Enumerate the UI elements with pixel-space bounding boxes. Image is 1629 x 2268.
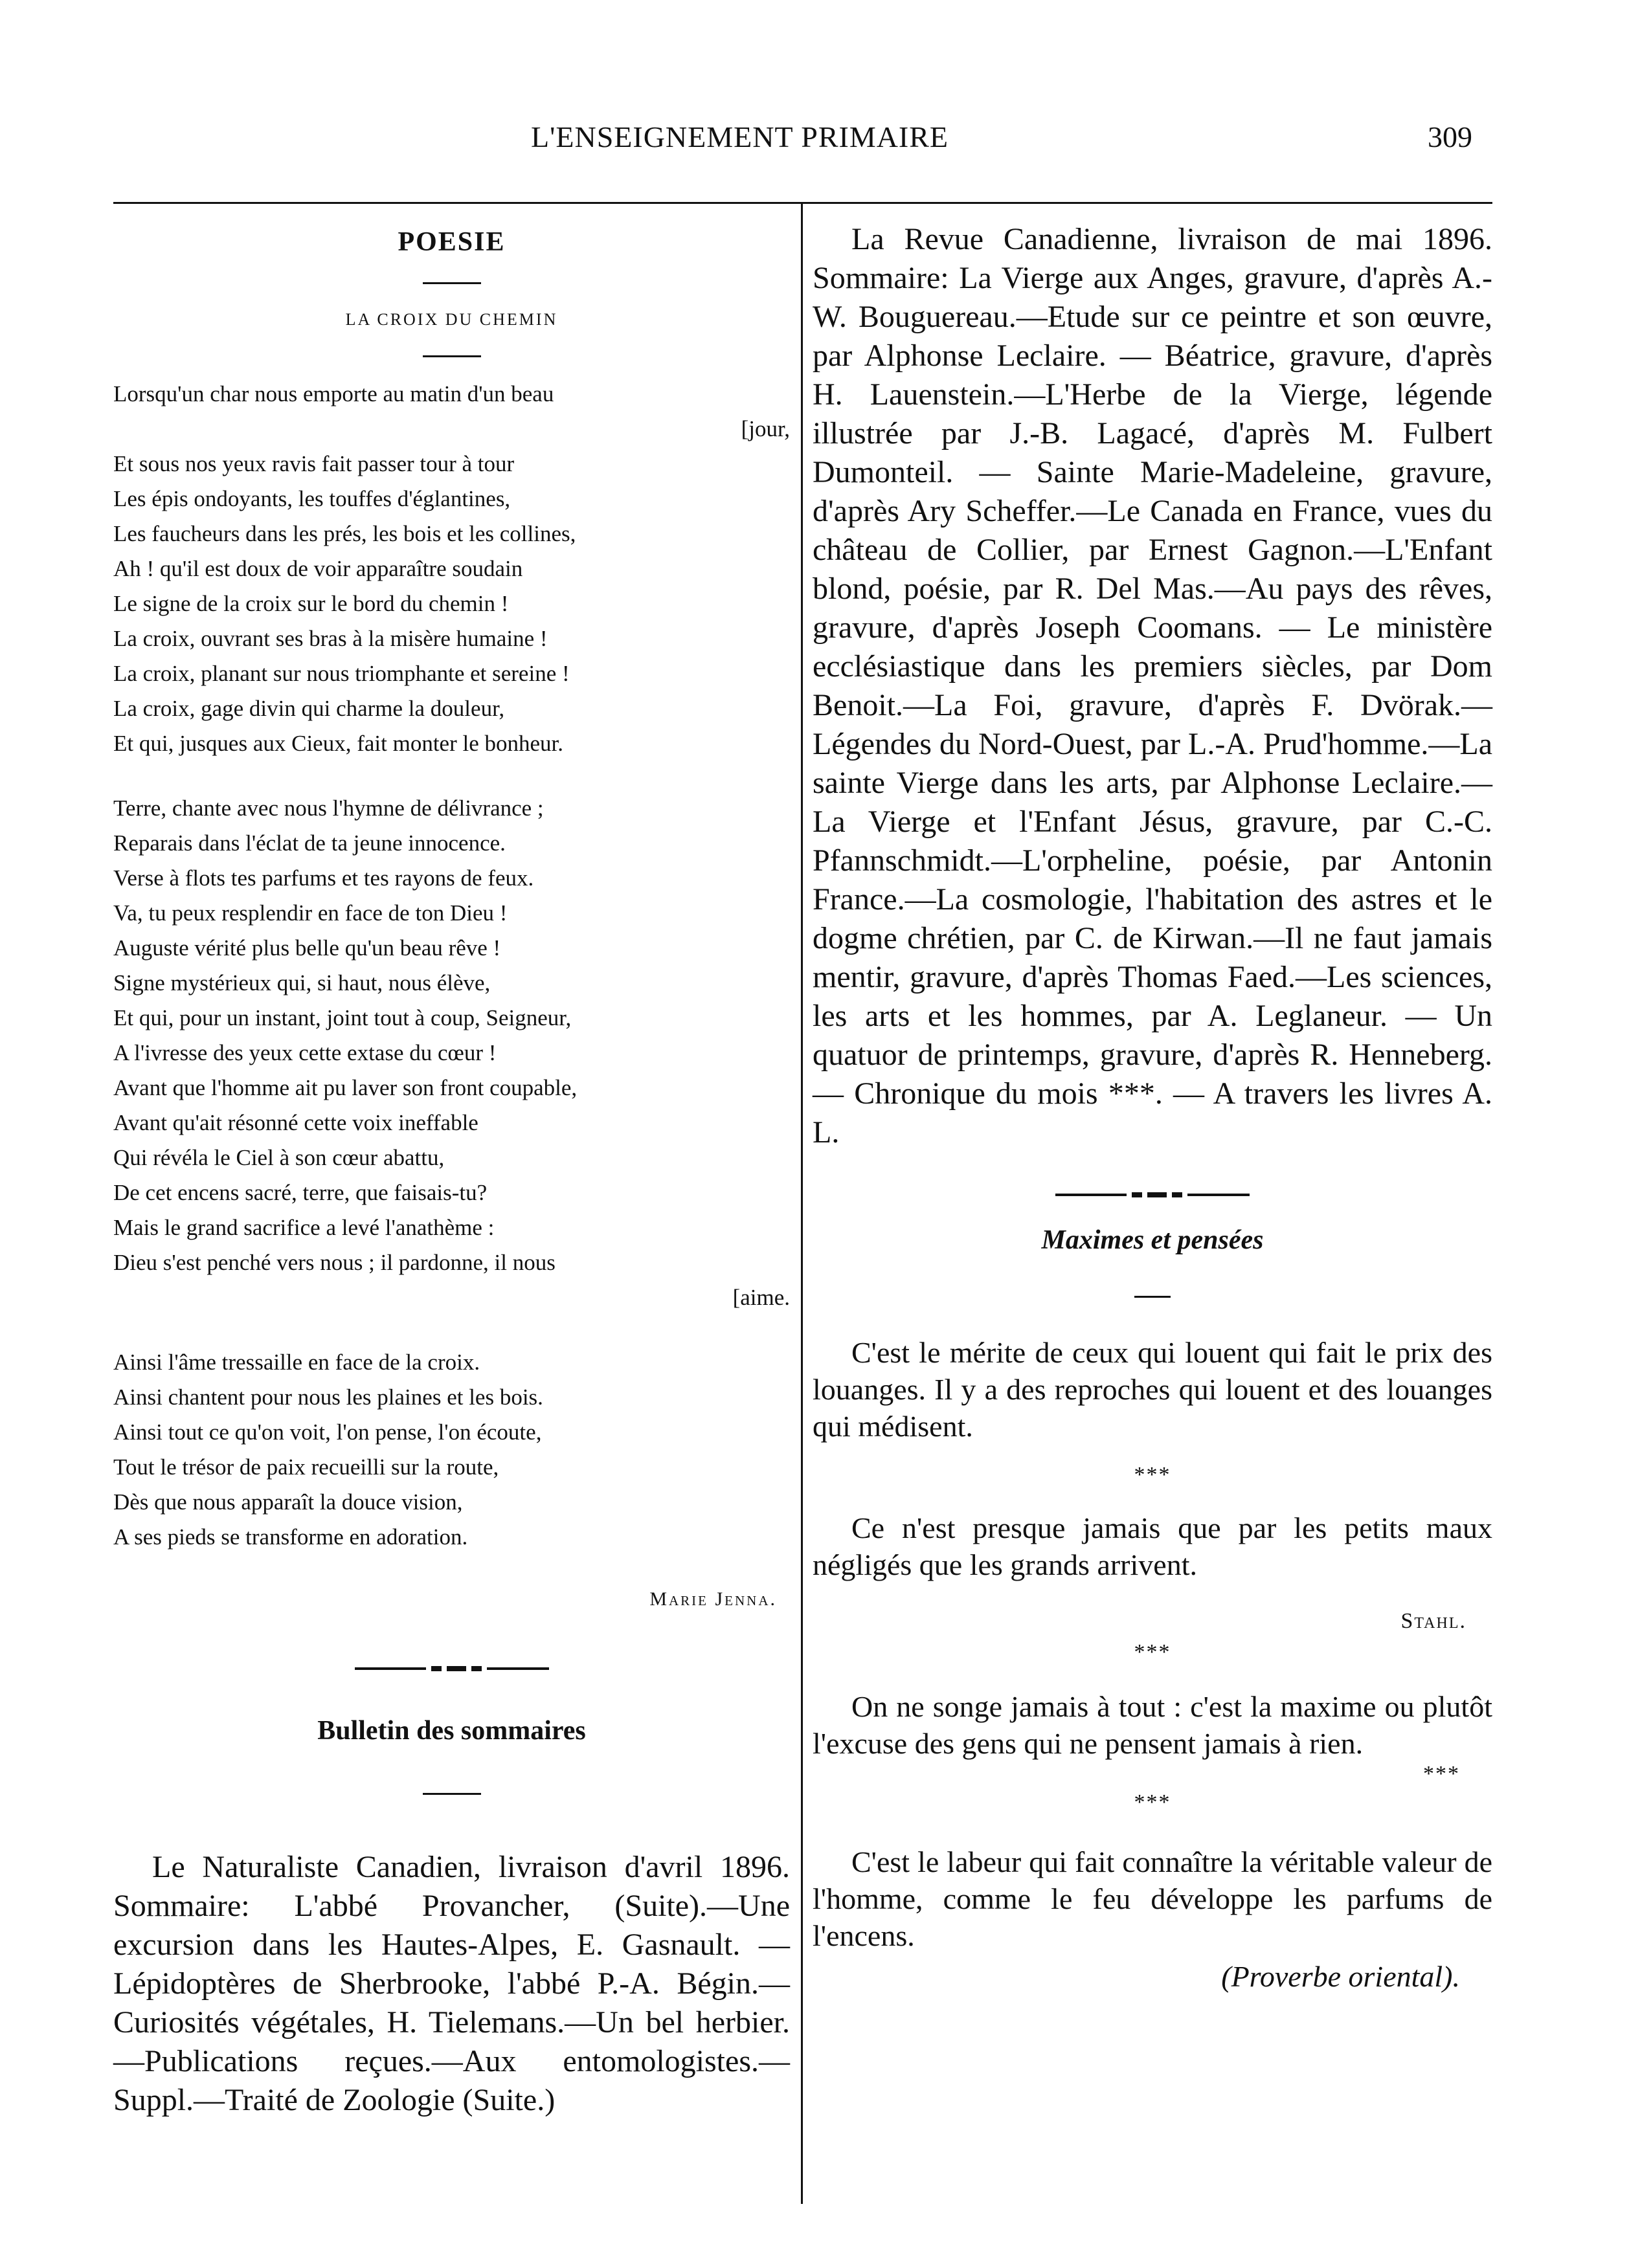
poem-line: Les épis ondoyants, les touffes d'églantines, xyxy=(113,486,511,511)
poem-line: Ainsi tout ce qu'on voit, l'on pense, l'on écoute, xyxy=(113,1419,542,1445)
poem-line: Ainsi l'âme tressaille en face de la croix. xyxy=(113,1350,480,1375)
poem-line: De cet encens sacré, terre, que faisais-tu? xyxy=(113,1180,488,1205)
page-number: 309 xyxy=(1428,120,1472,153)
divider-dash xyxy=(1134,1296,1171,1298)
poem-line: Et qui, jusques aux Cieux, fait monter le bonheur. xyxy=(113,731,564,756)
poem-line: A l'ivresse des yeux cette extase du cœur ! xyxy=(113,1040,497,1065)
poem-line: Dieu s'est penché vers nous ; il pardonne, il nous xyxy=(113,1250,556,1275)
poem-stanza-2 xyxy=(113,791,790,1315)
asterism-separator: *** xyxy=(1134,1640,1171,1664)
maxime-source: (Proverbe oriental). xyxy=(1221,1960,1460,1993)
journal-title: L'ENSEIGNEMENT PRIMAIRE xyxy=(531,120,949,153)
poem-line: Lorsqu'un char nous emporte au matin d'un beau xyxy=(113,381,554,406)
maxime-2: Ce n'est presque jamais que par les petits maux négligés que les grands arrivent. xyxy=(813,1511,1492,1581)
poem-line: Va, tu peux resplendir en face de ton Dieu ! xyxy=(113,900,508,926)
asterism-separator: *** xyxy=(1134,1790,1171,1814)
poem-title: LA CROIX DU CHEMIN xyxy=(345,310,558,329)
divider-dash xyxy=(423,282,481,284)
poem-line: Et qui, pour un instant, joint tout à coup, Seigneur, xyxy=(113,1005,572,1030)
maxime-3: On ne songe jamais à tout : c'est la maxime ou plutôt l'excuse des gens qui ne pensent jamais à rien. xyxy=(813,1690,1492,1760)
poem-line-continuation: [jour, xyxy=(741,416,790,441)
poem-line: Terre, chante avec nous l'hymne de délivrance ; xyxy=(113,795,544,821)
poem-line: Tout le trésor de paix recueilli sur la route, xyxy=(113,1454,499,1480)
ornament-rule xyxy=(355,1663,549,1674)
page-header xyxy=(0,120,1629,172)
maxime-4: C'est le labeur qui fait connaître la véritable valeur de l'homme, comme le feu développe les parfums de l'encens. xyxy=(813,1845,1492,1952)
poem-line: Et sous nos yeux ravis fait passer tour à tour xyxy=(113,451,515,476)
divider-dash xyxy=(423,355,481,357)
poem-line: Le signe de la croix sur le bord du chemin ! xyxy=(113,591,509,616)
asterism-separator-right: *** xyxy=(1423,1762,1460,1786)
poem-line: Dès que nous apparaît la douce vision, xyxy=(113,1489,463,1515)
ornament-rule xyxy=(1055,1190,1250,1200)
poem-line: Reparais dans l'éclat de ta jeune innocence. xyxy=(113,830,506,856)
poem-line: Qui révéla le Ciel à son cœur abattu, xyxy=(113,1145,445,1170)
header-rule xyxy=(113,202,1492,204)
poem-line: A ses pieds se transforme en adoration. xyxy=(113,1524,468,1550)
left-column xyxy=(113,220,790,2120)
column-divider xyxy=(801,204,803,2204)
maxime-author: Stahl. xyxy=(1400,1609,1466,1633)
bulletin-revue-canadienne: La Revue Canadienne, livraison de mai 1896. Sommaire: La Vierge aux Anges, gravure, d'après A.-W. Bouguereau.—Etude sur ce peintre et son œuvre, par Alphonse Leclaire. — Béatrice, gravure, d'après H. Lauenstein.—L'Herbe de la Vierge, légende illustrée par J.-B. Lagacé, d'après M. Fulbert Dumonteil. — Sainte Marie-Madeleine, gravure, d'après Ary Scheffer.—Le Canada en France, vues du château de Collier, par Ernest Gagnon.—L'Enfant blond, poésie, par R. Del Mas.—Au pays des rêves, gravure, d'après Joseph Coomans. — Le ministère ecclésiastique dans les premiers siècles, par Dom Benoit.—La Foi, gravure, d'après F. Dvörak.—Légendes du Nord-Ouest, par L.-A. Prud'homme.—La sainte Vierge dans les arts, par Alphonse Leclaire.—La Vierge et l'Enfant Jésus, gravure, par C.-C. Pfannschmidt.—L'orpheline, poésie, par Antonin France.—La cosmologie, l'habitation des astres et le dogme chrétien, par C. de Kirwan.—Il ne faut jamais mentir, gravure, d'après Thomas Faed.—Les sciences, les arts et les hommes, par A. Leglaneur. — Un quatuor de printemps, gravure, d'après R. Henneberg. — Chronique du mois ***. — A travers les livres A. L. xyxy=(813,222,1492,1150)
poem-line: Mais le grand sacrifice a levé l'anathème : xyxy=(113,1215,495,1240)
section-heading-poesie: POESIE xyxy=(398,227,506,257)
maxime-1: C'est le mérite de ceux qui louent qui fait le prix des louanges. Il y a des reproches qui louent et des louanges qui médisent. xyxy=(813,1336,1492,1443)
poem-line: La croix, ouvrant ses bras à la misère humaine ! xyxy=(113,626,548,651)
poem-line: Verse à flots tes parfums et tes rayons de feux. xyxy=(113,865,534,891)
section-heading-maximes: Maximes et pensées xyxy=(1041,1225,1264,1255)
poem-line: Ainsi chantent pour nous les plaines et les bois. xyxy=(113,1384,543,1410)
poem-line: La croix, gage divin qui charme la douleur, xyxy=(113,696,505,721)
asterism-separator: *** xyxy=(1134,1463,1171,1487)
poem-line: La croix, planant sur nous triomphante et sereine ! xyxy=(113,661,570,686)
poem-author: Marie Jenna. xyxy=(649,1588,777,1610)
divider-dash xyxy=(423,1793,481,1795)
poem-line: Avant que l'homme ait pu laver son front coupable, xyxy=(113,1075,578,1100)
poem-line: Ah ! qu'il est doux de voir apparaître soudain xyxy=(113,556,523,581)
right-column xyxy=(813,220,1492,1994)
poem-line-continuation: [aime. xyxy=(732,1285,790,1310)
bulletin-naturaliste: Le Naturaliste Canadien, livraison d'avril 1896. Sommaire: L'abbé Provancher, (Suite).—Une excursion dans les Hautes-Alpes, E. Gasnault. — Lépidoptères de Sherbrooke, l'abbé P.-A. Bégin.—Curiosités végétales, H. Tielemans.—Un bel herbier.—Publications reçues.—Aux entomologistes.—Suppl.—Traité de Zoologie (Suite.) xyxy=(113,1850,790,2117)
poem-line: Signe mystérieux qui, si haut, nous élève, xyxy=(113,970,491,995)
poem-line: Auguste vérité plus belle qu'un beau rêve ! xyxy=(113,935,501,961)
section-heading-bulletin: Bulletin des sommaires xyxy=(317,1716,586,1746)
poem-line: Avant qu'ait résonné cette voix ineffable xyxy=(113,1110,478,1135)
poem-stanza-1 xyxy=(113,377,790,761)
poem-stanza-3 xyxy=(113,1345,790,1555)
poem-line: Les faucheurs dans les prés, les bois et les collines, xyxy=(113,521,576,546)
